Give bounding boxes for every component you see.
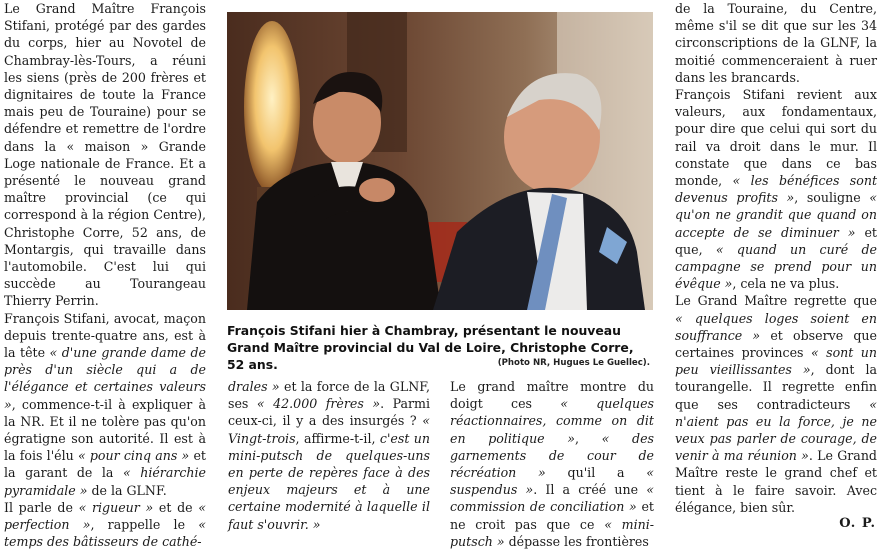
text-span: , xyxy=(575,430,602,446)
quote-span: « qu'on ne grandit que quand on accepte de se diminuer » xyxy=(675,190,877,240)
text-span: Le grand maître montre du doigt ces xyxy=(450,379,654,412)
text-span: . Il a créé une xyxy=(533,482,647,498)
text-span: , dont la tourangelle. Il regrette enfin que ses contradicteurs xyxy=(675,362,877,412)
text-span: et que, xyxy=(675,224,877,257)
article-column-3 xyxy=(450,378,654,550)
photo-caption: François Stifani hier à Chambray, présentant le nouveau Grand Maître provincial du Val de Loire, Christophe Corre, 52 ans. xyxy=(227,323,634,372)
quote-span: « hiérarchie pyramidale » xyxy=(4,465,207,498)
text-span: , cela ne va plus. xyxy=(732,276,840,292)
quote-span: « sont un peu vieillissantes » xyxy=(675,345,878,378)
text-span: , rappelle le xyxy=(90,517,199,533)
quote-span: « commission de conciliation » xyxy=(450,482,654,515)
author-signature: O. P. xyxy=(839,516,876,531)
paragraph-valeurs xyxy=(675,86,877,292)
paragraph-loges xyxy=(675,292,877,516)
text-span: , commence-t-il à expliquer à la NR. Et il ne tolère pas qu'on égratigne son autorité. Il est à la fois l'élu xyxy=(4,396,206,464)
quote-span: c'est un mini-putsch de quelques-uns en perte de repères face à des enjeux majeurs et à une certaine modernité à laquelle il faut s'ouvrir. » xyxy=(228,430,431,532)
text-span: . Le Grand Maître reste le grand chef et tient à le faire savoir. Avec élégance, bien sûr. xyxy=(675,448,877,515)
quote-span: drales » xyxy=(228,379,280,394)
quote-span: « quelques loges soient en souffrance » xyxy=(675,310,877,343)
text-span: et la garant de la xyxy=(4,448,206,481)
text-span: . Parmi ceux-ci, il y a des insurgés ? xyxy=(228,396,430,429)
quote-span: « quand un curé de campagne se prend pour un évêque » xyxy=(675,241,877,292)
text-span: et de xyxy=(153,499,199,515)
text-span: et observe que certaines provinces xyxy=(675,327,877,361)
text-span: , affirme-t-il, xyxy=(295,430,380,446)
quote-span: « 42.000 frères » xyxy=(256,396,381,412)
quote-span: « mini-putsch » xyxy=(450,516,654,549)
quote-span: « Vingt-trois xyxy=(228,413,430,446)
article-photo xyxy=(227,12,653,310)
photo-illustration xyxy=(227,12,653,310)
quote-span: « des garnements de cour de récréation » xyxy=(450,430,654,481)
photo-credit: (Photo NR, Hugues Le Guellec). xyxy=(497,358,650,368)
text-span: François Stifani revient aux valeurs, aux fondamentaux, pour dire que celui qui sort du rail va droit dans le mur. Il constate que dans ce bas monde, xyxy=(675,87,877,189)
text-span: et ne croit pas que ce xyxy=(450,499,654,532)
text-span: François Stifani, avocat, maçon depuis trente-quatre ans, est à la tête xyxy=(4,310,206,361)
paragraph-touraine: de la Touraine, du Centre, même s'il se dit que sur les 34 circonscriptions de la GLNF, la moitié commenceraient à ruer dans les brancards. xyxy=(675,1,877,85)
paragraph-rigueur xyxy=(4,499,206,551)
quote-span: « n'aient pas eu la force, je ne veux pas parler de courage, de venir à ma réunion » xyxy=(675,396,877,464)
article-column-2 xyxy=(228,378,430,533)
quote-span: « suspendus » xyxy=(450,465,654,498)
quote-span: « temps des bâtisseurs de cathé- xyxy=(4,517,206,550)
paragraph-stifani xyxy=(4,310,206,499)
quote-span: « pour cinq ans » xyxy=(77,448,190,464)
text-span: et la force de la GLNF, ses xyxy=(228,379,430,412)
text-span: Le Grand Maître regrette que xyxy=(675,293,877,309)
text-span: de la GLNF. xyxy=(87,482,167,498)
paragraph-intro: Le Grand Maître François Stifani, protégé par des gardes du corps, hier au Novotel de Chambray-lès-Tours, a réuni les siens (près de 200 frères et dignitaires de toute la France mais peu de Touraine) pour se défendre et remettre de l'ordre dans la « maison » Grande Loge nationale de France. Et a présenté le nouveau grand maître provincial (ce qui correspond à la région Centre), Christophe Corre, 52 ans, de Montargis, qui travaille dans l'automobile. C'est lui qui succède au Tourangeau Thierry Perrin. xyxy=(4,1,206,309)
quote-span: « d'une grande dame de près d'un siècle qui a de l'élégance et certaines valeurs » xyxy=(4,345,206,412)
text-span: Il parle de xyxy=(4,499,79,515)
quote-span: « les bénéfices sont devenus profits » xyxy=(675,173,878,206)
text-span: dépasse les frontières xyxy=(504,533,649,549)
article-column-1 xyxy=(4,0,206,551)
text-span: qu'il a xyxy=(545,465,647,481)
paragraph-continuation xyxy=(228,378,430,533)
quote-span: « perfection » xyxy=(4,499,206,533)
text-span: , souligne xyxy=(794,190,870,206)
article-column-4 xyxy=(675,0,877,516)
quote-span: « rigueur » xyxy=(78,499,154,515)
paragraph-reactionnaires xyxy=(450,378,654,550)
quote-span: « quelques réactionnaires, comme on dit en politique » xyxy=(450,396,654,446)
